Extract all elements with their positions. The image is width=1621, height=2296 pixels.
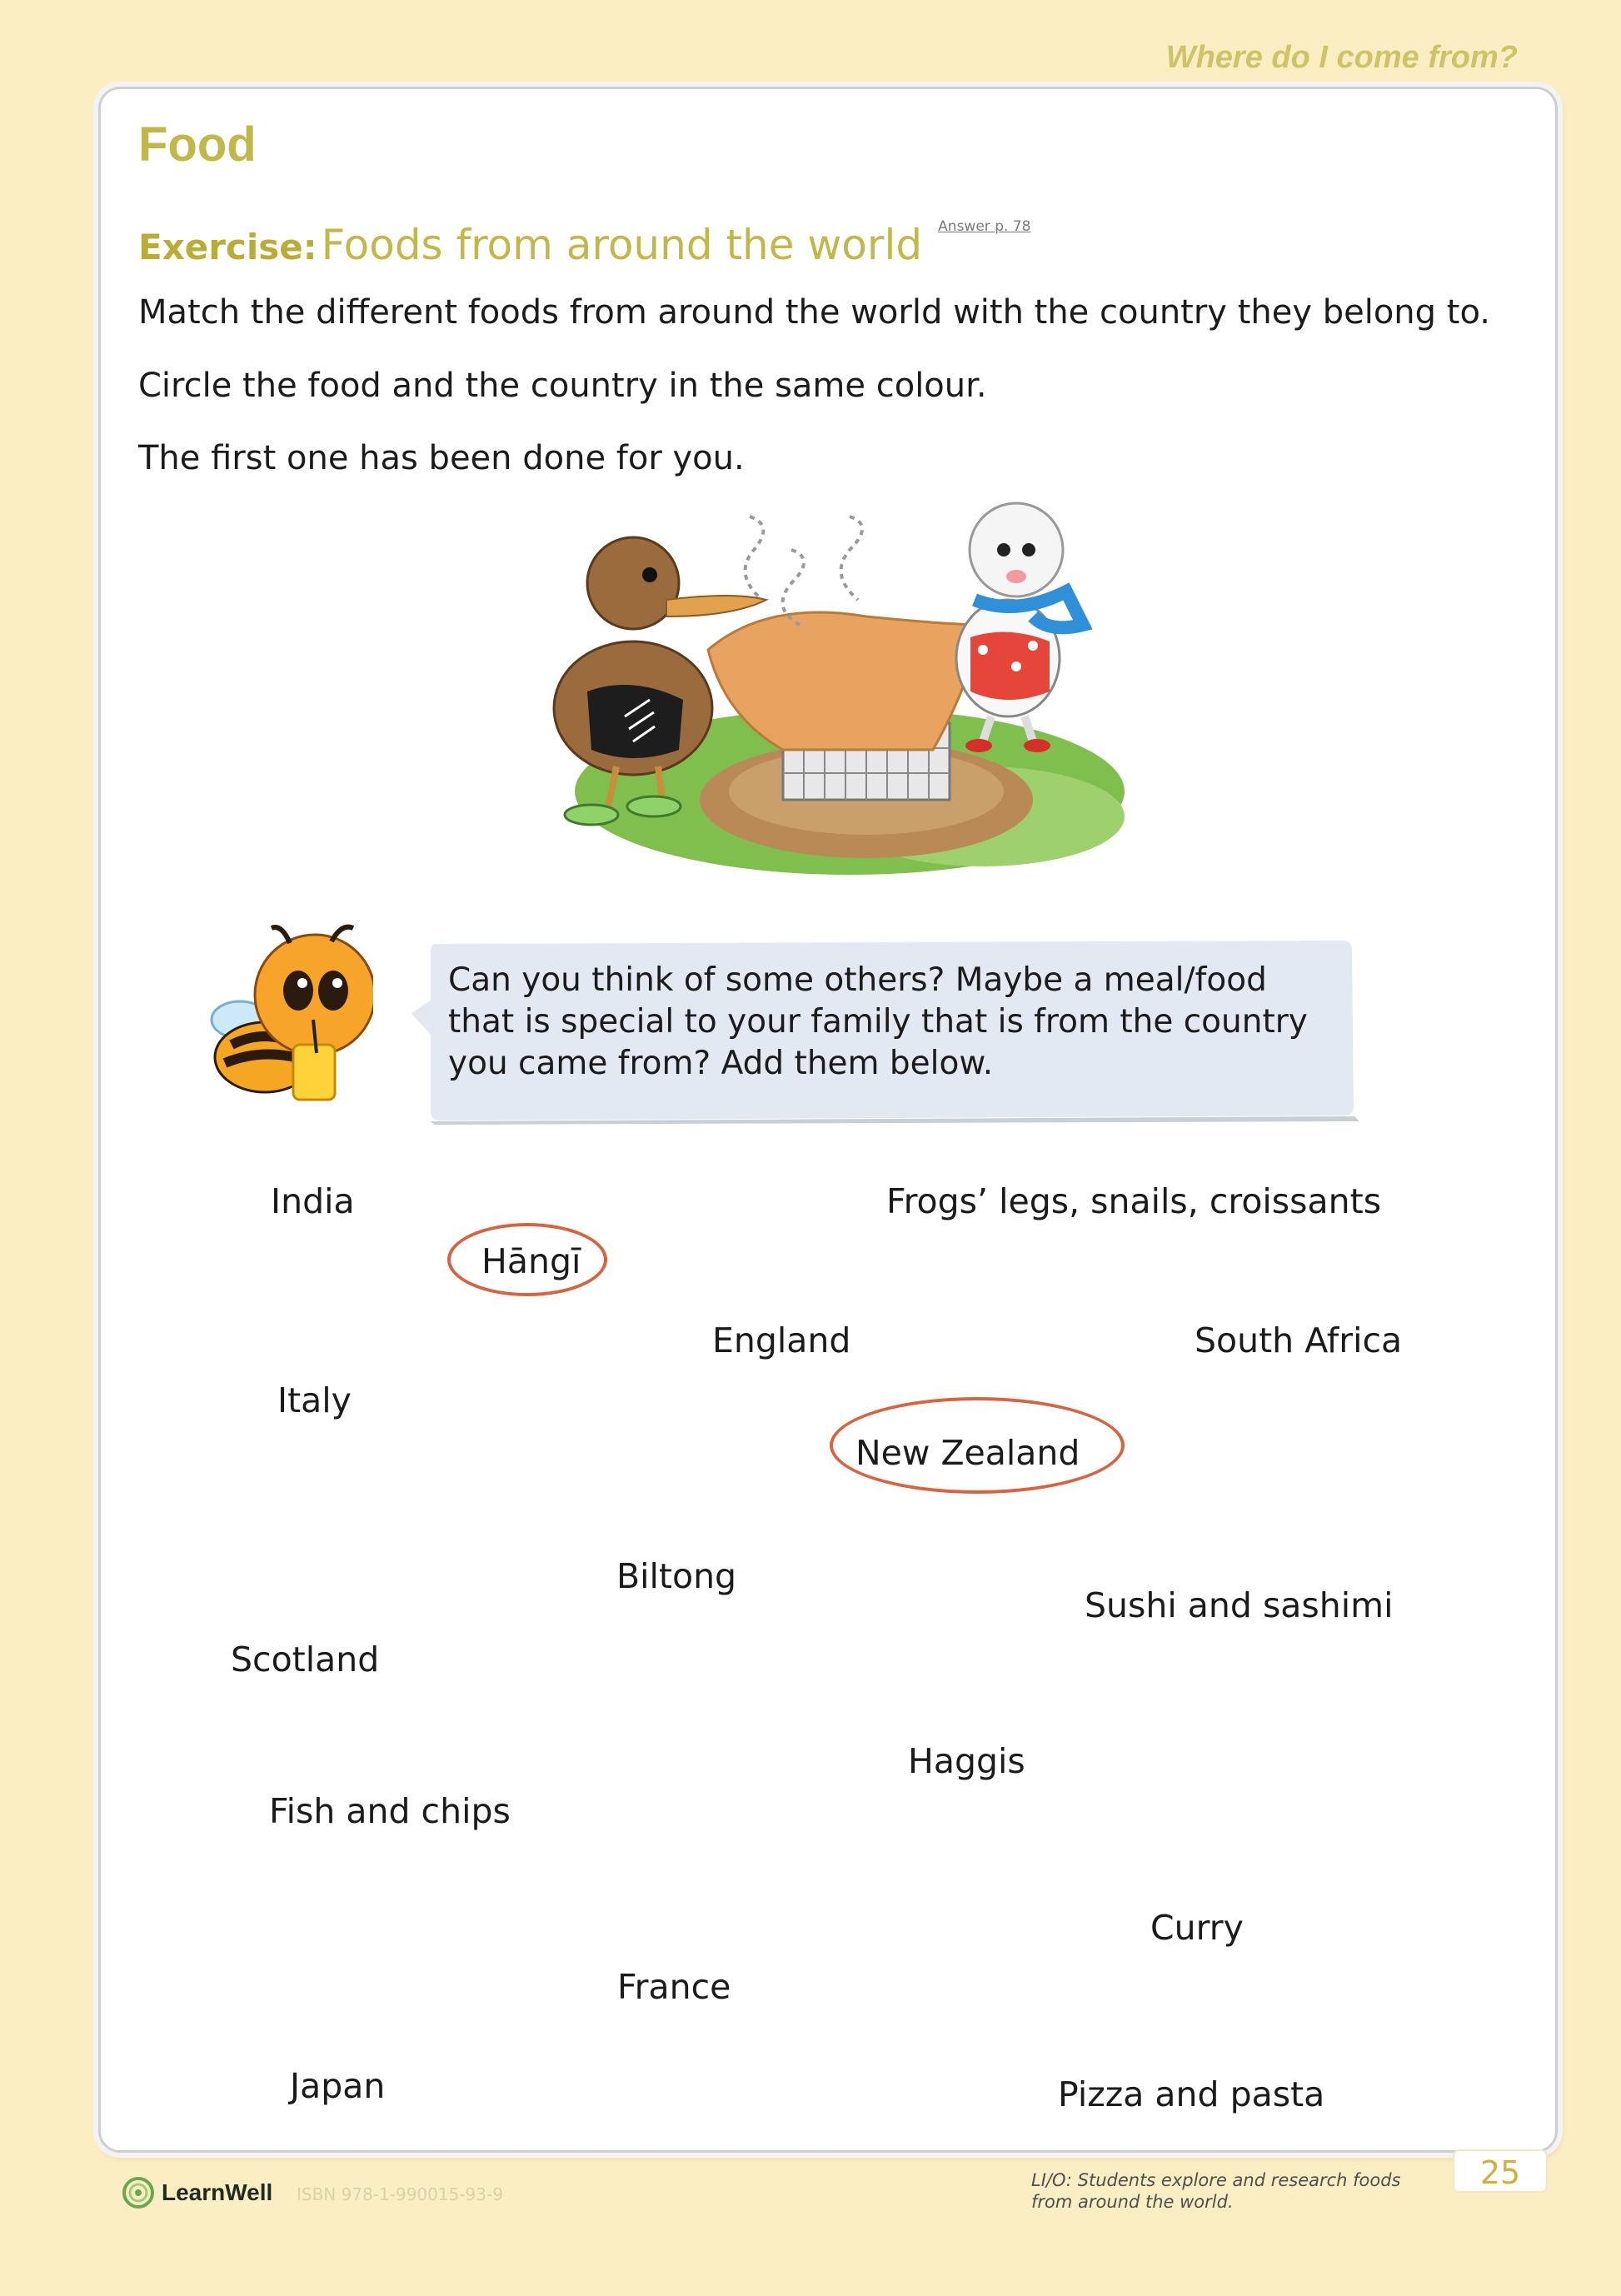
- sheep-character: [956, 503, 1083, 752]
- hangi-illustration: [516, 500, 1150, 900]
- food-fish-and-chips[interactable]: Fish and chips: [269, 1791, 511, 1831]
- food-biltong[interactable]: Biltong: [616, 1556, 737, 1596]
- country-new-zealand[interactable]: New Zealand: [855, 1433, 1080, 1473]
- instruction-3: The first one has been done for you.: [138, 439, 745, 477]
- food-pizza-and-pasta[interactable]: Pizza and pasta: [1058, 2074, 1325, 2114]
- instruction-2: Circle the food and the country in the same colour.: [138, 367, 987, 405]
- bee-mascot-icon: [207, 920, 373, 1111]
- food-curry[interactable]: Curry: [1150, 1908, 1244, 1948]
- steam-swirls: [746, 517, 862, 625]
- answer-page-link[interactable]: Answer p. 78: [938, 218, 1031, 235]
- food-sushi-and-sashimi[interactable]: Sushi and sashimi: [1085, 1585, 1394, 1625]
- learnwell-logo-icon: [122, 2176, 155, 2209]
- page-title: Food: [138, 117, 257, 172]
- brand-name: LearnWell: [162, 2179, 273, 2205]
- exercise-title: Foods from around the world: [321, 221, 923, 269]
- page-number: 25: [1453, 2149, 1548, 2193]
- country-france[interactable]: France: [617, 1967, 731, 2007]
- country-india[interactable]: India: [271, 1181, 355, 1221]
- speech-bubble-text: Can you think of some others? Maybe a meal/food that is special to your family that is from the country you came from? Add them below.: [448, 961, 1308, 1082]
- exercise-label: Exercise:: [138, 227, 317, 267]
- country-england[interactable]: England: [712, 1320, 851, 1360]
- exercise-heading: [138, 218, 1030, 269]
- chapter-title: Where do I come from?: [1165, 40, 1518, 75]
- country-scotland[interactable]: Scotland: [231, 1640, 380, 1680]
- isbn: ISBN 978-1-990015-93-9: [297, 2184, 503, 2204]
- country-japan[interactable]: Japan: [290, 2066, 386, 2106]
- instruction-1: Match the different foods from around the world with the country they belong to.: [138, 293, 1490, 332]
- food-haggis[interactable]: Haggis: [908, 1741, 1025, 1781]
- learning-intention: LI/O: Students explore and research foods from around the world.: [1031, 2170, 1401, 2212]
- food-frogs-legs-snails-croissants[interactable]: Frogs’ legs, snails, croissants: [886, 1181, 1382, 1221]
- country-italy[interactable]: Italy: [277, 1380, 352, 1420]
- food-hangi[interactable]: Hāngī: [481, 1241, 581, 1281]
- country-south-africa[interactable]: South Africa: [1195, 1320, 1403, 1360]
